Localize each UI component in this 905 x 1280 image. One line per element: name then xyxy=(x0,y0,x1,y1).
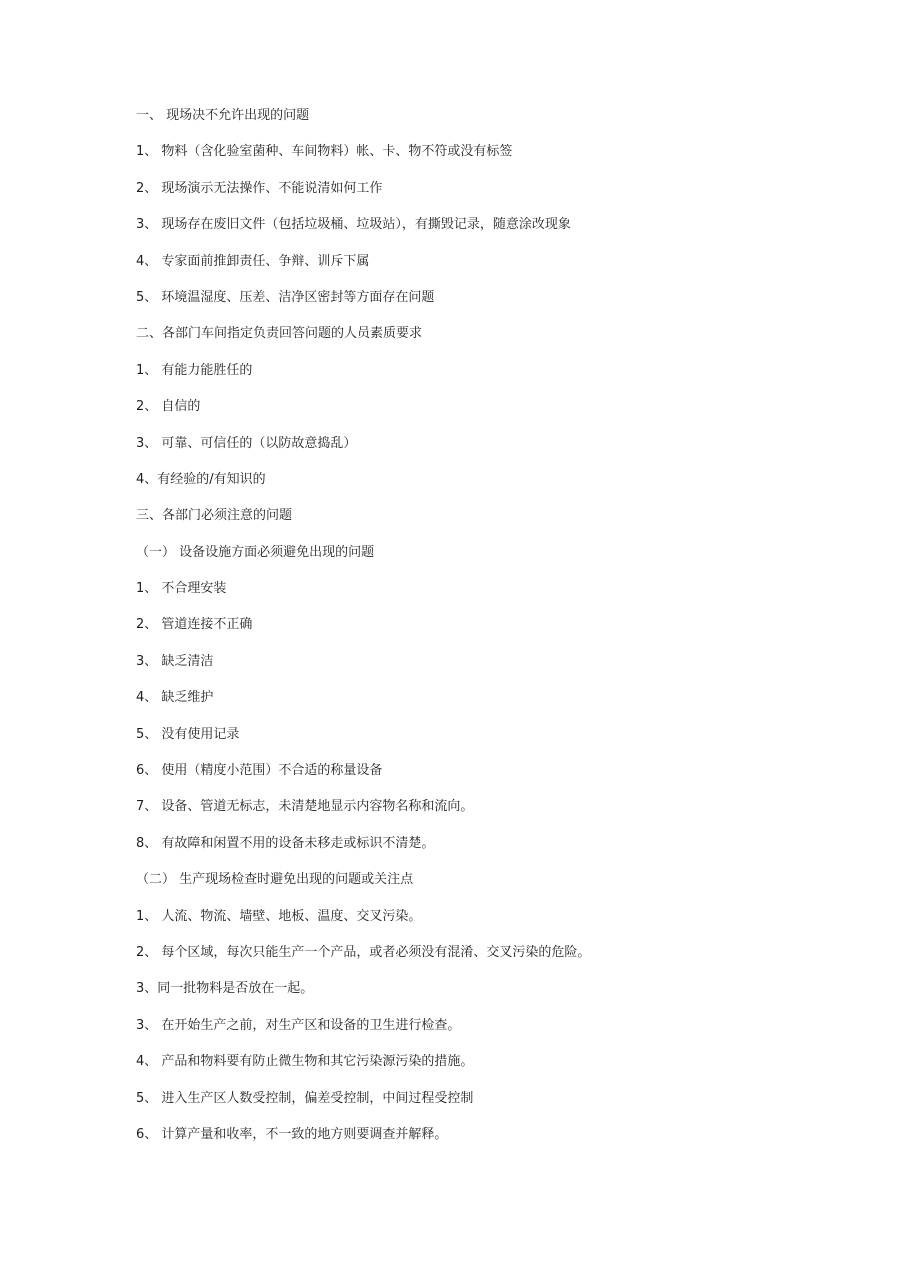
subsection-heading-2: （二） 生产现场检查时避免出现的问题或关注点 xyxy=(136,872,414,888)
list-item: 1、 不合理安装 xyxy=(136,581,227,597)
list-item: 5、 进入生产区人数受控制，偏差受控制，中间过程受控制 xyxy=(136,1090,474,1106)
list-item: 2、 现场演示无法操作、不能说清如何工作 xyxy=(136,180,383,196)
list-item: 8、 有故障和闲置不用的设备未移走或标识不清楚。 xyxy=(136,835,435,851)
section-heading-1: 一、 现场决不允许出现的问题 xyxy=(136,108,310,123)
list-item: 7、 设备、管道无标志，未清楚地显示内容物名称和流向。 xyxy=(136,799,474,815)
section-heading-2: 二、各部门车间指定负责回答问题的人员素质要求 xyxy=(136,326,423,342)
list-item: 4、有经验的/有知识的 xyxy=(136,471,266,487)
list-item: 4、 缺乏维护 xyxy=(136,690,214,706)
document-body xyxy=(136,106,856,1161)
list-item: 1、 人流、物流、墙壁、地板、温度、交叉污染。 xyxy=(136,908,422,924)
list-item: 2、 管道连接不正确 xyxy=(136,617,253,633)
list-item: 6、 计算产量和收率，不一致的地方则要调查并解释。 xyxy=(136,1126,448,1142)
list-item: 4、 专家面前推卸责任、争辩、训斥下属 xyxy=(136,253,370,269)
list-item: 3、 现场存在废旧文件（包括垃圾桶、垃圾站），有撕毁记录，随意涂改现象 xyxy=(136,217,571,233)
list-item: 3、 在开始生产之前，对生产区和设备的卫生进行检查。 xyxy=(136,1017,461,1033)
list-item: 3、 可靠、可信任的（以防故意捣乱） xyxy=(136,435,357,451)
list-item: 5、 环境温湿度、压差、洁净区密封等方面存在问题 xyxy=(136,289,435,305)
list-item: 6、 使用（精度小范围）不合适的称量设备 xyxy=(136,763,383,779)
subsection-heading-1: （一） 设备设施方面必须避免出现的问题 xyxy=(136,544,375,560)
list-item: 2、 自信的 xyxy=(136,399,201,415)
section-heading-3: 三、各部门必须注意的问题 xyxy=(136,508,293,524)
list-item: 5、 没有使用记录 xyxy=(136,726,240,742)
list-item: 4、 产品和物料要有防止微生物和其它污染源污染的措施。 xyxy=(136,1054,474,1070)
list-item: 2、 每个区域，每次只能生产一个产品，或者必须没有混淆、交叉污染的危险。 xyxy=(136,944,591,960)
list-item: 3、 缺乏清洁 xyxy=(136,653,214,669)
list-item: 1、 物料（含化验室菌种、车间物料）帐、卡、物不符或没有标签 xyxy=(136,144,513,160)
list-item: 3、同一批物料是否放在一起。 xyxy=(136,981,314,997)
list-item: 1、 有能力能胜任的 xyxy=(136,362,253,378)
